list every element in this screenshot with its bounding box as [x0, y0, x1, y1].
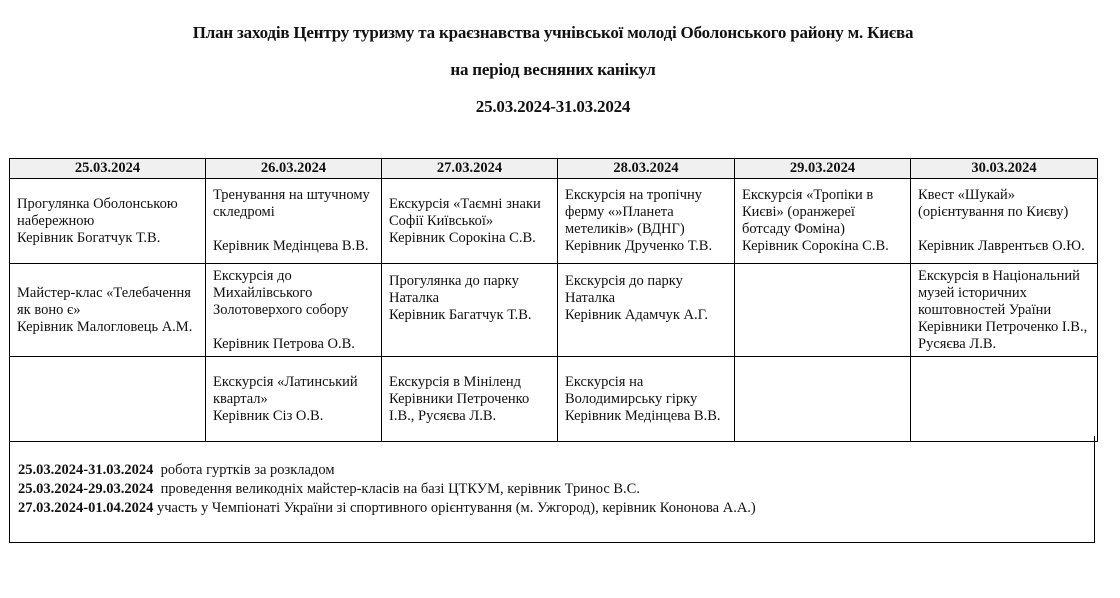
- activity-text: проведення великодніх майстер-класів на базі ЦТКУМ, керівник Тринос В.С.: [160, 481, 640, 497]
- event-title: Прогулянка Оболонською набережною: [17, 195, 178, 229]
- event-title: Екскурсія в Національний музей історичних коштовностей Ураїни: [918, 267, 1080, 318]
- event-leader: Керівник Петрова О.В.: [213, 335, 355, 352]
- activity-dates: 27.03.2024-01.04.2024: [18, 500, 154, 516]
- event-leader: Керівник Друченко Т.В.: [565, 238, 713, 254]
- empty-cell: [735, 357, 911, 442]
- header-date: 30.03.2024: [911, 159, 1098, 179]
- event-leader: Керівник Адамчук А.Г.: [565, 307, 709, 323]
- event-cell: [911, 179, 1098, 264]
- header-date: 26.03.2024: [206, 159, 382, 179]
- title-line-main: План заходів Центру туризму та краєзнавства учнівської молоді Оболонського району м. Києва: [192, 23, 914, 42]
- activity-dates: 25.03.2024-29.03.2024: [18, 481, 154, 497]
- event-title: Майстер-клас «Телебачення як воно є»: [17, 284, 191, 318]
- event-title: Квест «Шукай» (орієнтування по Києву): [918, 187, 1069, 220]
- header-row: [10, 159, 1098, 179]
- activity-line: [18, 480, 1094, 499]
- event-leader: Керівник Багатчук Т.В.: [389, 307, 532, 323]
- event-cell: [558, 264, 735, 357]
- table-row: [10, 179, 1098, 264]
- schedule-table: [9, 158, 1098, 442]
- event-cell: [382, 357, 558, 442]
- empty-cell: [735, 264, 911, 357]
- table-row: [10, 264, 1098, 357]
- event-leader: Керівник Малогловець А.М.: [17, 318, 193, 335]
- event-cell: [10, 264, 206, 357]
- activity-text: участь у Чемпіонаті України зі спортивного орієнтування (м. Ужгород), керівник Кононова А.А.): [156, 500, 756, 516]
- event-leader: Керівник Сорокіна С.В.: [742, 238, 889, 254]
- event-cell: [206, 264, 382, 357]
- title-line-dates: 25.03.2024-31.03.2024: [475, 97, 631, 116]
- event-title: Екскурсія до Михайлівського Золотоверхого собору: [213, 267, 349, 318]
- activity-text: робота гуртків за розкладом: [160, 462, 335, 478]
- event-cell: [206, 179, 382, 264]
- event-title: Екскурсія в Мініленд: [389, 373, 522, 390]
- event-title: Тренування на штучному скледромі: [213, 187, 370, 220]
- event-cell: [558, 179, 735, 264]
- header-date: 29.03.2024: [735, 159, 911, 179]
- event-cell: [558, 357, 735, 442]
- event-leader: Керівник Богатчук Т.В.: [17, 229, 161, 246]
- event-leader: Керівники Петроченко І.В., Русяєва Л.В.: [918, 318, 1088, 352]
- event-leader: Керівник Сорокіна С.В.: [389, 229, 536, 246]
- title-line-period: на період весняних канікул: [450, 60, 656, 79]
- event-cell: [206, 357, 382, 442]
- event-title: Екскурсія «Тропіки в Києві» (оранжереї ботсаду Фоміна): [742, 187, 874, 237]
- event-title: Екскурсія на тропічну ферму «»Планета метеликів» (ВДНГ): [565, 187, 702, 237]
- empty-cell: [10, 357, 206, 442]
- event-title: Екскурсія «Таємні знаки Софії Київської»: [389, 195, 541, 229]
- event-leader: Керівники Петроченко І.В., Русяєва Л.В.: [389, 390, 530, 424]
- event-leader: Керівник Медінцева В.В.: [213, 238, 369, 254]
- event-cell: [735, 179, 911, 264]
- event-leader: Керівник Лаврентьєв О.Ю.: [918, 238, 1085, 254]
- empty-cell: [911, 357, 1098, 442]
- event-leader: Керівник Медінцева В.В.: [565, 407, 721, 424]
- event-cell: [382, 264, 558, 357]
- activity-line: [18, 461, 1094, 480]
- event-title: Прогулянка до парку Наталка: [389, 273, 519, 306]
- header-date: 25.03.2024: [10, 159, 206, 179]
- table-row: [10, 357, 1098, 442]
- header-date: 27.03.2024: [382, 159, 558, 179]
- event-cell: [382, 179, 558, 264]
- activity-dates: 25.03.2024-31.03.2024: [18, 462, 154, 478]
- header-date: 28.03.2024: [558, 159, 735, 179]
- event-title: Екскурсія на Володимирську гірку: [565, 373, 698, 407]
- activity-line: [18, 499, 1094, 518]
- event-cell: [10, 179, 206, 264]
- event-title: Екскурсія до парку Наталка: [565, 273, 683, 306]
- additional-activities: [9, 436, 1095, 543]
- event-title: Екскурсія «Латинський квартал»: [213, 373, 358, 407]
- document-title: [0, 22, 1106, 133]
- event-cell: [911, 264, 1098, 357]
- event-leader: Керівник Сіз О.В.: [213, 407, 324, 424]
